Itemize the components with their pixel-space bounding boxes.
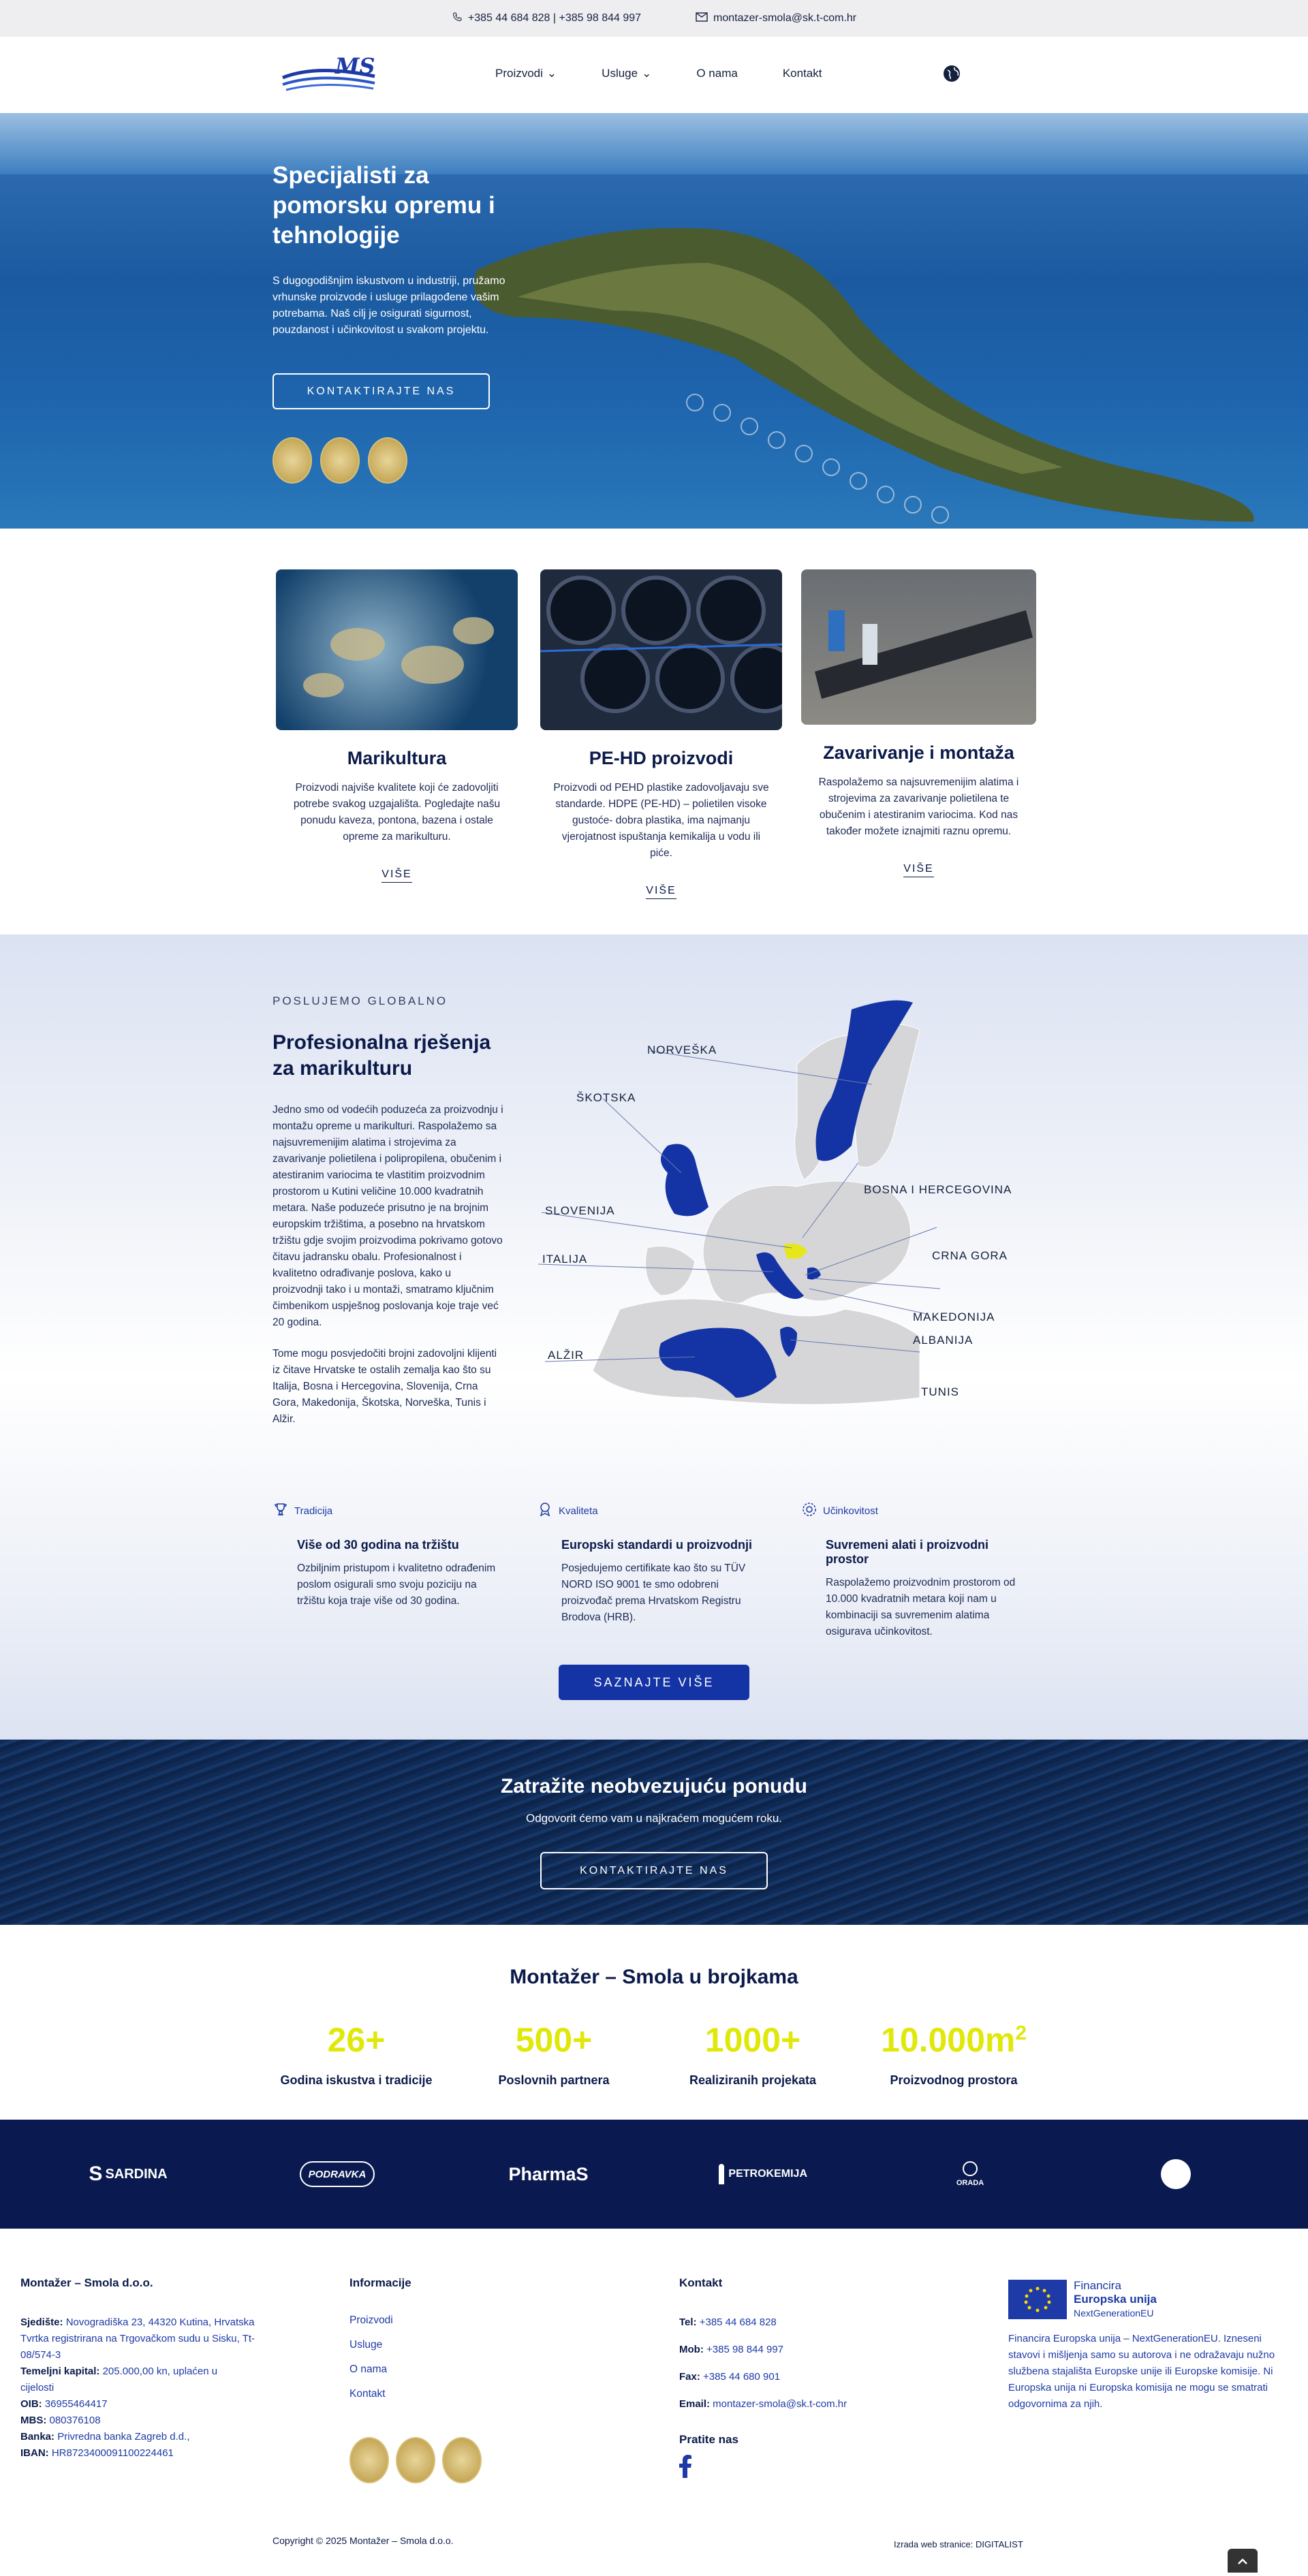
- topbar-email[interactable]: [696, 12, 856, 25]
- hero-island-image: [0, 113, 1308, 529]
- global-text: [272, 1102, 504, 1428]
- certificate-seal-1: [349, 2437, 389, 2483]
- site-footer: [0, 2229, 1308, 2573]
- map-label-crna-gora: CRNA GORA: [932, 1249, 1008, 1262]
- stat-number: 500+: [515, 2021, 593, 2059]
- topbar-phone[interactable]: [452, 12, 641, 26]
- footer-email[interactable]: Email: montazer-smola@sk.t-com.hr: [679, 2398, 847, 2410]
- feature-tag: Učinkovitost: [823, 1505, 878, 1517]
- card-pehd-title: PE-HD proizvodi: [589, 748, 734, 768]
- global-paragraph-1: Jedno smo od vodećih poduzeća za proizvodnju i montažu opreme u marikulturi. Raspolažemo sa najsuvremenijim alatima i strojevima za zavarivanje polietilena i polipropilena, obučenim i atestiranim variocima te vlastitim proizvodnim prostorom u Kutini veličine 10.000 kvadratnih metara. Naše poduzeće prisutno je na brojnim europskim tržištima, a posebno na hrvatskom tržištu gdje svojim proizvodima pokrivamo gotovo čitavu jadransku obalu. Profesionalnost i kvalitetno odrađivanje poslova, kako u proizvodnji tako i u montaži, smatramo ključnim čimbenikom uspješnog poslovanja koje traje već 20 godina.: [272, 1104, 503, 1328]
- feature-title: Europski standardi u proizvodnji: [561, 1538, 753, 1552]
- feature-text: Posjedujemo certifikate kao što su TÜV NORD ISO 9001 te smo odobreni proizvođač prema Hrvatskom Registru Brodova (HRB).: [561, 1562, 746, 1623]
- map-label-albanija: ALBANIJA: [913, 1334, 974, 1347]
- learn-more-button[interactable]: SAZNAJTE VIŠE: [559, 1665, 749, 1700]
- site-logo[interactable]: [279, 50, 382, 98]
- stat-label: Proizvodnog prostora: [890, 2073, 1018, 2087]
- global-title: Profesionalna rješenja za marikulturu: [272, 1031, 491, 1080]
- partners-strip: [0, 2120, 1308, 2229]
- top-bar: [0, 0, 1308, 37]
- nav-usluge[interactable]: Usluge ⌄: [602, 67, 652, 80]
- facebook-icon[interactable]: [679, 2455, 952, 2481]
- feature-tradicija: [272, 1501, 504, 1609]
- features-row: [272, 1501, 1049, 1637]
- logo-text: MS: [335, 53, 375, 79]
- certificate-seal-2: [320, 437, 360, 484]
- card-zavarivanje-title: Zavarivanje i montaža: [823, 742, 1014, 763]
- stat-partners: [458, 2020, 649, 2088]
- map-label-slovenija: SLOVENIJA: [545, 1204, 615, 1217]
- hero-text: S dugogodišnjim iskustvom u industriji, pružamo vrhunske proizvode i usluge prilagođene vašim potrebama. Naš cilj je osigurati sigurnost, pouzdanost i učinkovitost u svakom projektu.: [272, 275, 505, 336]
- stats-title: Montažer – Smola u brojkama: [510, 1966, 798, 1988]
- certificate-seal-1: [272, 437, 312, 484]
- map-label-italija: ITALIJA: [542, 1253, 588, 1266]
- partner-logo-petrokemija[interactable]: PETROKEMIJA: [719, 2158, 807, 2190]
- footer-line: Banka: Privredna banka Zagreb d.d.,: [20, 2431, 190, 2443]
- trophy-icon: [272, 1501, 289, 1520]
- card-marikultura-image[interactable]: [276, 569, 518, 730]
- footer-contact-column: [679, 2276, 952, 2481]
- card-marikultura-more-link[interactable]: VIŠE: [382, 868, 411, 883]
- nav-kontakt[interactable]: Kontakt: [782, 67, 822, 80]
- feature-ucinkovitost: [801, 1501, 1033, 1640]
- certificate-seals: [272, 437, 407, 484]
- card-zavarivanje-image[interactable]: [801, 569, 1036, 725]
- stat-superscript: 2: [1015, 2022, 1027, 2045]
- card-pehd-image[interactable]: [540, 569, 782, 730]
- global-section: [0, 934, 1308, 1740]
- eu-funding-block: [1008, 2279, 1288, 2413]
- card-zavarivanje-text: Raspolažemo sa najsuvremenijim alatima i strojevima za zavarivanje polietilena te obučenim i atestiranim variocima. Kod nas također možete iznajmiti raznu opremu.: [818, 776, 1019, 837]
- mail-icon: [696, 12, 708, 25]
- feature-kvaliteta: [537, 1501, 768, 1626]
- stat-number: 1000+: [704, 2021, 801, 2059]
- phone-icon: [452, 12, 463, 26]
- footer-line: OIB: 36955464417: [20, 2398, 108, 2410]
- stat-number: 26+: [327, 2021, 386, 2059]
- feature-text: Raspolažemo proizvodnim prostorom od 10.000 kvadratnih metara koji nam u kombinaciji sa suvremenim alatima osigurava učinkovitost.: [826, 1577, 1016, 1637]
- footer-link-o-nama[interactable]: O nama: [349, 2363, 388, 2375]
- back-to-top-button[interactable]: [1228, 2549, 1258, 2573]
- chevron-down-icon: ⌄: [642, 67, 652, 80]
- footer-seals: [349, 2437, 554, 2483]
- global-kicker: POSLUJEMO GLOBALNO: [272, 994, 448, 1007]
- card-zavarivanje: [801, 569, 1036, 877]
- footer-line: MBS: 080376108: [20, 2415, 101, 2426]
- footer-info-title: Informacije: [349, 2276, 411, 2289]
- stat-label: Realiziranih projekata: [689, 2073, 817, 2087]
- footer-link-kontakt[interactable]: Kontakt: [349, 2388, 386, 2400]
- stat-number: 10.000m: [880, 2021, 1016, 2059]
- footer-fax: Fax: +385 44 680 901: [679, 2371, 781, 2383]
- feature-title: Suvremeni alati i proizvodni prostor: [826, 1538, 989, 1566]
- partner-logo-pharmas[interactable]: PharmaS: [508, 2163, 589, 2184]
- feature-title: Više od 30 godina na tržištu: [297, 1538, 459, 1552]
- offer-contact-button[interactable]: KONTAKTIRAJTE NAS: [540, 1852, 768, 1889]
- made-by-link[interactable]: Izrada web stranice: DIGITALIST: [894, 2539, 1023, 2549]
- certificate-seal-2: [396, 2437, 435, 2483]
- certificate-seal-3: [442, 2437, 482, 2483]
- footer-line: Sjedište: Novogradiška 23, 44320 Kutina, Hrvatska: [20, 2316, 255, 2328]
- language-globe-icon[interactable]: [942, 64, 961, 83]
- feature-text: Ozbiljnim pristupom i kvalitetno odrađenim poslom osigurali smo svoju poziciju na tržištu koja traje više od 30 godina.: [297, 1562, 496, 1607]
- chevron-down-icon: ⌄: [546, 67, 557, 80]
- site-header: [0, 37, 1308, 113]
- card-pehd-text: Proizvodi od PEHD plastike zadovoljavaju sve standarde. HDPE (PE-HD) – polietilen visoke gustoće- dobra plastika, ima najmanju vjerojatnost ispuštanja kemikalija u vodu ili piće.: [553, 782, 769, 859]
- card-marikultura: [276, 569, 518, 883]
- stat-projects: [657, 2020, 848, 2088]
- offer-text: Odgovorit ćemo vam u najkraćem mogućem roku.: [525, 1812, 783, 1825]
- award-ribbon-icon: [537, 1501, 553, 1520]
- partner-logo-sardina[interactable]: S SARDINA: [89, 2163, 168, 2185]
- card-pehd: [540, 569, 782, 899]
- footer-company-name: Montažer – Smola d.o.o.: [20, 2276, 153, 2289]
- eu-flag-icon: [1008, 2280, 1067, 2319]
- card-zavarivanje-more-link[interactable]: VIŠE: [903, 863, 933, 877]
- certificate-seal-3: [368, 437, 407, 484]
- global-paragraph-2: Tome mogu posvjedočiti brojni zadovoljni klijenti iz čitave Hrvatske te ostalih zemalja kao što su Italija, Bosna i Hercegovina, Slovenija, Crna Gora, Makedonija, Škotska, Norveška, Tunis i Alžir.: [272, 1348, 497, 1425]
- services-cards: [0, 529, 1308, 934]
- footer-link-proizvodi[interactable]: Proizvodi: [349, 2314, 393, 2326]
- map-label-alzir: ALŽIR: [548, 1349, 585, 1362]
- stat-space: [858, 2020, 1049, 2088]
- map-label-bih: BOSNA I HERCEGOVINA: [864, 1183, 1012, 1196]
- main-nav: [495, 67, 867, 80]
- footer-info-column: [349, 2276, 554, 2483]
- footer-follow-title: Pratite nas: [679, 2433, 738, 2446]
- gear-icon: [801, 1501, 818, 1520]
- stat-label: Godina iskustva i tradicije: [280, 2073, 433, 2087]
- stats-section: [0, 1925, 1308, 2120]
- hero-contact-button[interactable]: KONTAKTIRAJTE NAS: [272, 373, 490, 409]
- footer-line: Temeljni kapital: 205.000,00 kn, uplaćen u cijelosti: [20, 2366, 218, 2393]
- card-marikultura-text: Proizvodi najviše kvalitete koji će zadovoljiti potrebe svakog uzgajališta. Pogledajte našu ponudu kaveza, pontona, bazena i ostale opreme za marikulturu.: [293, 782, 501, 843]
- feature-tag: Kvaliteta: [559, 1505, 598, 1517]
- map-label-skotska: ŠKOTSKA: [576, 1091, 636, 1104]
- card-marikultura-title: Marikultura: [347, 748, 447, 768]
- offer-section: [0, 1740, 1308, 1925]
- partner-logo-podravka[interactable]: PODRAVKA: [300, 2161, 375, 2187]
- card-pehd-more-link[interactable]: VIŠE: [646, 885, 676, 899]
- nav-o-nama[interactable]: O nama: [696, 67, 738, 80]
- partner-logo-sixth[interactable]: [1155, 2158, 1196, 2190]
- map-label-makedonija: MAKEDONIJA: [913, 1310, 995, 1323]
- footer-company-column: [20, 2276, 286, 2462]
- feature-tag: Tradicija: [294, 1505, 333, 1517]
- footer-line: IBAN: HR8723400091100224461: [20, 2447, 174, 2459]
- hero-title: Specijalisti za pomorsku opremu i tehnologije: [272, 162, 495, 249]
- footer-mob[interactable]: Mob: +385 98 844 997: [679, 2344, 784, 2355]
- europe-map: [538, 989, 1056, 1439]
- eu-title: Financira Europska unija NextGenerationEU: [1074, 2279, 1157, 2319]
- topbar-phone-text: +385 44 684 828 | +385 98 844 997: [467, 12, 642, 24]
- stat-label: Poslovnih partnera: [498, 2073, 610, 2087]
- map-label-tunis: TUNIS: [921, 1385, 959, 1398]
- footer-tel[interactable]: Tel: +385 44 684 828: [679, 2316, 777, 2328]
- copyright: Copyright © 2025 Montažer – Smola d.o.o.: [272, 2535, 454, 2546]
- offer-title: Zatražite neobvezujuću ponudu: [500, 1775, 807, 1797]
- nav-proizvodi[interactable]: Proizvodi ⌄: [495, 67, 557, 80]
- topbar-email-text: montazer-smola@sk.t-com.hr: [713, 12, 857, 24]
- hero-section: [0, 113, 1308, 529]
- partner-logo-orada[interactable]: ORADA: [950, 2158, 991, 2190]
- stat-years: [261, 2020, 452, 2088]
- footer-contact-title: Kontakt: [679, 2276, 723, 2289]
- footer-line: Tvrtka registrirana na Trgovačkom sudu u Sisku, Tt-08/574-3: [20, 2333, 255, 2361]
- footer-link-usluge[interactable]: Usluge: [349, 2339, 383, 2351]
- map-label-norveska: NORVEŠKA: [647, 1043, 717, 1056]
- eu-disclaimer: Financira Europska unija – NextGenerationEU. Izneseni stavovi i mišljenja samo su autorova i ne odražavaju nužno službena stajališta Europske unije ili Europske komisije. Ni Europska unija ni Europska komisija ne mogu se smatrati odgovornima za njih.: [1008, 2333, 1275, 2410]
